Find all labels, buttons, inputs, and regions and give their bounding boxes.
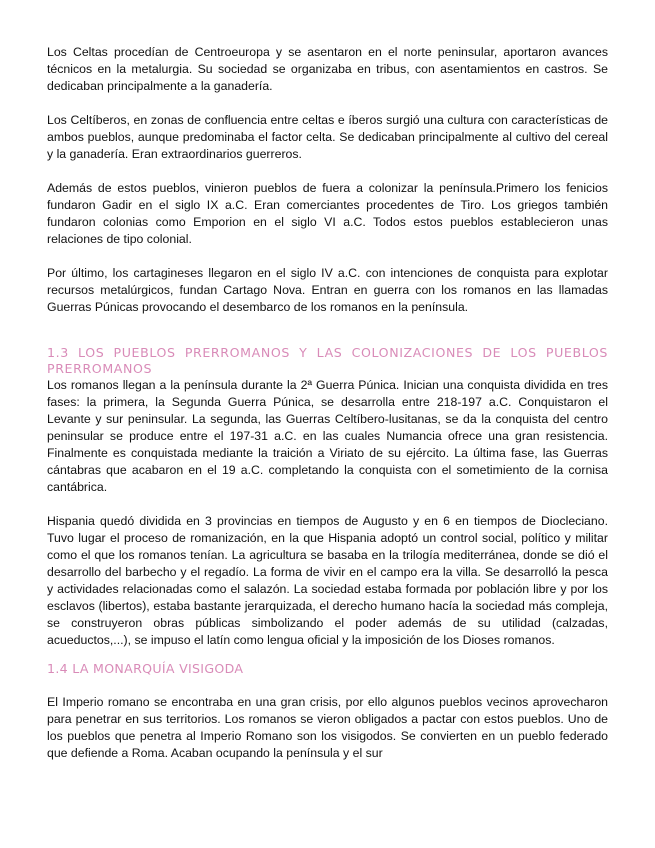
paragraph-imperio-crisis: El Imperio romano se encontraba en una gran crisis, por ello algunos pueblos vecinos aprovecharon para penetrar en sus territorios. Los romanos se vieron obligados a pactar con estos pueblos. Uno de los pueblos que penetra al Imperio Romano son los visigodos. Se convierten en un pueblo federado que defiende a Roma. Acaban ocupando la península y el sur <box>47 695 608 760</box>
paragraph-celtiberos: Los Celtíberos, en zonas de confluencia entre celtas e íberos surgió una cultura con características de ambos pueblos, aunque predominaba el factor celta. Se dedicaban principalmente al cultivo del cereal y la ganadería. Eran extraordinarios guerreros. <box>47 113 608 161</box>
paragraph-conquista-romana: Los romanos llegan a la península durante la 2ª Guerra Púnica. Inician una conquista dividida en tres fases: la primera, la Segunda Guerra Púnica, se desarrolla entre 218-197 a.C. Conquistaron el Levante y sur peninsular. La segunda, las Guerras Celtíbero-lusitanas, se da la conquista del centro peninsular se produce entre el 197-31 a.C. en las cuales Numancia ofrece una gran resistencia. Finalmente es conquistada mediante la traición a Viriato de su ejército. La última fase, las Guerras cántabras que acabaron en el 19 a.C. completando la conquista con el sometimiento de la cornisa cantábrica. <box>47 378 608 494</box>
document-page <box>47 44 608 762</box>
paragraph-colonizaciones: Además de estos pueblos, vinieron pueblos de fuera a colonizar la península.Primero los fenicios fundaron Gadir en el siglo IX a.C. Eran comerciantes procedentes de Tiro. Los griegos también fundaron colonias como Emporion en el siglo VI a.C. Todos estos pueblos establecieron unas relaciones de tipo colonial. <box>47 181 608 246</box>
paragraph-cartagineses: Por último, los cartagineses llegaron en el siglo IV a.C. con intenciones de conquista para explotar recursos metalúrgicos, fundan Cartago Nova. Entran en guerra con los romanos en las llamadas Guerras Púnicas provocando el desembarco de los romanos en la península. <box>47 266 608 314</box>
section-heading-1-3: 1.3 LOS PUEBLOS PRERROMANOS Y LAS COLONIZACIONES DE LOS PUEBLOS PRERROMANOS <box>47 345 608 376</box>
paragraph-hispania-romana: Hispania quedó dividida en 3 provincias en tiempos de Augusto y en 6 en tiempos de Diocleciano. Tuvo lugar el proceso de romanización, en la que Hispania adoptó un control social, político y militar como el que los romanos tenían. La agricultura se basaba en la trilogía mediterránea, donde se dió el desarrollo del barbecho y el regadío. La forma de vivir en el campo era la villa. Se desarrolló la pesca y actividades relacionadas como el salazón. La sociedad estaba formada por población libre y por los esclavos (libertos), estaba bastante jerarquizada, el derecho humano hacía la sociedad más compleja, se construyeron obras públicas simbolizando el poder además de su utilidad (calzadas, acueductos,...), se impuso el latín como lengua oficial y la imposición de los Dioses romanos. <box>47 514 608 647</box>
section-heading-1-4: 1.4 LA MONARQUÍA VISIGODA <box>47 661 244 676</box>
paragraph-celtas: Los Celtas procedían de Centroeuropa y se asentaron en el norte peninsular, aportaron avances técnicos en la metalurgia. Su sociedad se organizaba en tribus, con asentamientos en castros. Se dedicaban principalmente a la ganadería. <box>47 45 608 93</box>
